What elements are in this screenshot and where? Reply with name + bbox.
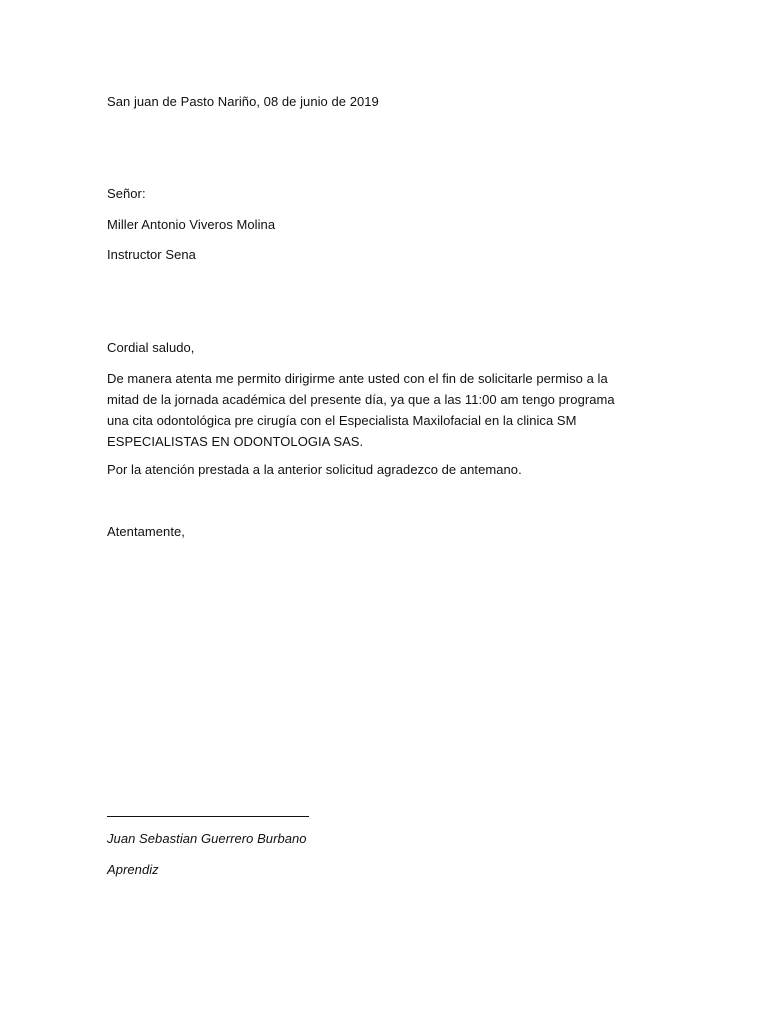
body-line: ESPECIALISTAS EN ODONTOLOGIA SAS. [107, 434, 364, 449]
signer-name: Juan Sebastian Guerrero Burbano [107, 831, 307, 846]
signature-line [107, 816, 309, 817]
body-line: De manera atenta me permito dirigirme ante usted con el fin de solicitarle permiso a la [107, 371, 608, 386]
recipient-name: Miller Antonio Viveros Molina [107, 217, 276, 232]
recipient-title: Instructor Sena [107, 247, 196, 262]
thanks-line: Por la atención prestada a la anterior solicitud agradezco de antemano. [107, 462, 522, 477]
signer-role: Aprendiz [107, 862, 159, 877]
date-line: San juan de Pasto Nariño, 08 de junio de 2019 [107, 94, 379, 109]
signoff: Atentamente, [107, 524, 185, 539]
body-paragraph [107, 368, 647, 452]
salutation: Señor: [107, 186, 146, 201]
body-line: una cita odontológica pre cirugía con el Especialista Maxilofacial en la clinica SM [107, 413, 577, 428]
body-line: mitad de la jornada académica del presente día, ya que a las 11:00 am tengo programa [107, 392, 615, 407]
greeting: Cordial saludo, [107, 340, 195, 355]
